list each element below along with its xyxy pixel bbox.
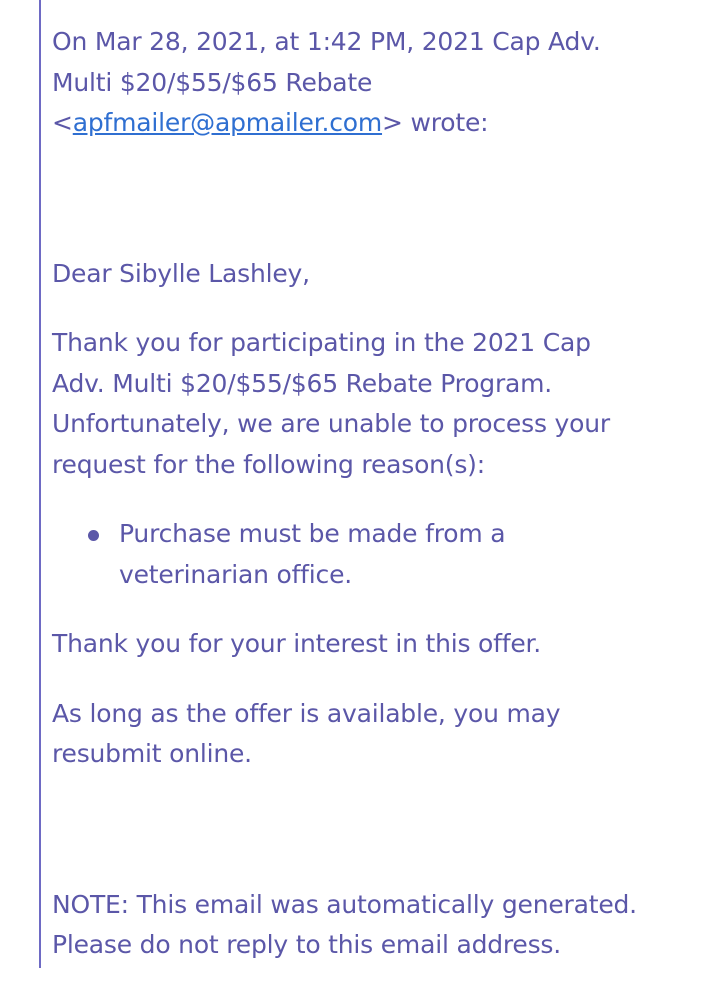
quote-bar [39, 0, 41, 968]
blank-gap [52, 775, 682, 885]
paragraph-gap [52, 595, 682, 624]
note-line: Please do not reply to this email address. [52, 930, 562, 959]
intro-paragraph [52, 323, 682, 485]
resubmit-line: resubmit online. [52, 739, 252, 768]
intro-line: Unfortunately, we are unable to process your [52, 409, 610, 438]
reply-header-line-3 [52, 103, 682, 144]
reply-header-line-2: Multi $20/$55/$65 Rebate [52, 67, 373, 97]
intro-line: Thank you for participating in the 2021 Cap [52, 328, 591, 357]
quoted-email-body [52, 22, 682, 966]
intro-line: Adv. Multi $20/$55/$65 Rebate Program. [52, 368, 553, 398]
reply-header [52, 22, 682, 144]
greeting-text: Dear Sibylle Lashley, [52, 258, 310, 288]
paragraph-gap [52, 665, 682, 694]
sender-email-link[interactable]: apfmailer@apmailer.com [72, 108, 383, 137]
reason-list-item [52, 514, 682, 595]
wrote-text: > wrote: [382, 108, 489, 137]
blank-gap [52, 144, 682, 254]
bullet-icon [88, 530, 99, 541]
thanks-text: Thank you for your interest in this offer. [52, 629, 542, 658]
note-paragraph [52, 885, 682, 966]
resubmit-paragraph [52, 694, 682, 775]
paragraph-gap [52, 485, 682, 514]
reason-line: veterinarian office. [119, 559, 352, 589]
greeting [52, 254, 682, 295]
note-line: NOTE: This email was automatically generated. [52, 889, 637, 919]
reply-header-line-1: On Mar 28, 2021, at 1:42 PM, 2021 Cap Adv. [52, 27, 601, 56]
thanks-paragraph [52, 624, 682, 665]
reason-line: Purchase must be made from a [119, 519, 506, 548]
intro-line: request for the following reason(s): [52, 449, 485, 479]
email-open-bracket: < [52, 108, 73, 137]
paragraph-gap [52, 294, 682, 323]
resubmit-line: As long as the offer is available, you may [52, 698, 561, 728]
